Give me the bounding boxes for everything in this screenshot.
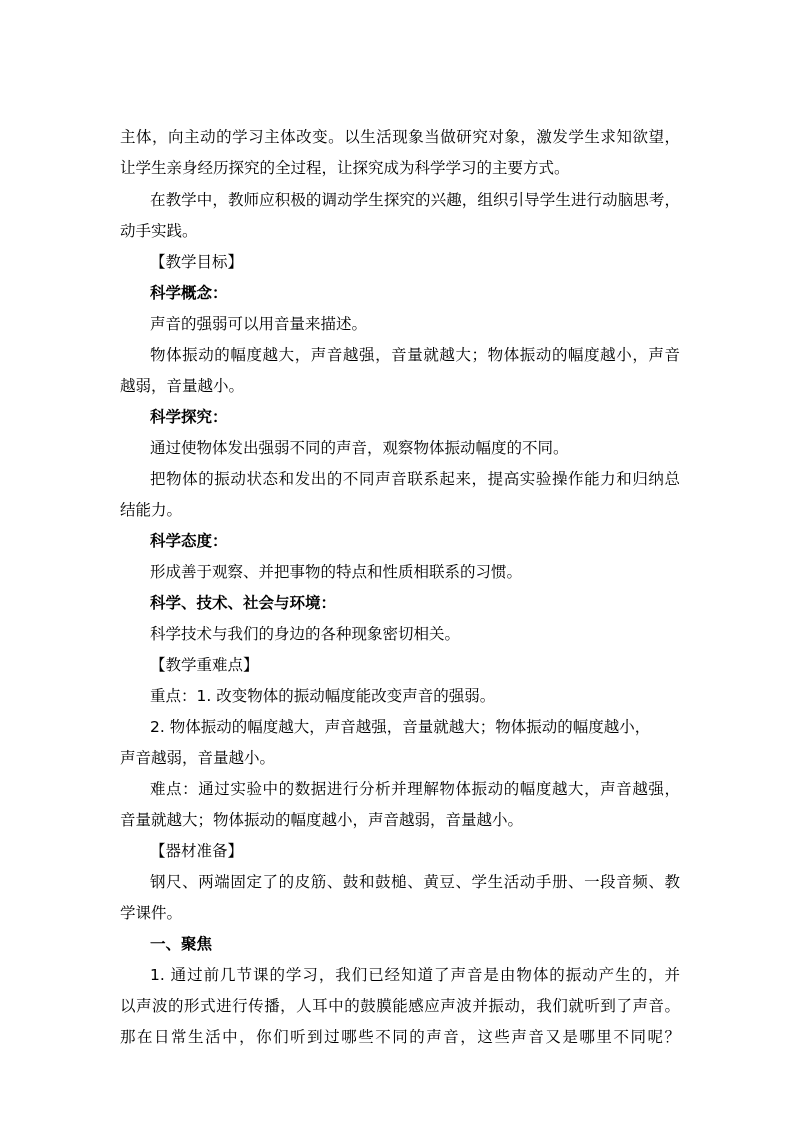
materials-line-2: 学课件。 xyxy=(120,904,183,922)
concept-paragraph-2-line-1: 物体振动的幅度越大，声音越强，音量就越大；物体振动的幅度越小，声音 xyxy=(150,346,680,364)
intro-line-3: 在教学中，教师应积极的调动学生探究的兴趣，组织引导学生进行动脑思考， xyxy=(150,191,680,209)
difficulty-line-1: 难点：通过实验中的数据进行分析并理解物体振动的幅度越大，声音越强， xyxy=(150,780,680,798)
inquiry-paragraph-1: 通过使物体发出强弱不同的声音，观察物体振动幅度的不同。 xyxy=(150,439,569,457)
materials-line-1: 钢尺、两端固定了的皮筋、鼓和鼓槌、黄豆、学生活动手册、一段音频、教 xyxy=(150,873,680,891)
intro-line-2: 让学生亲身经历探究的全过程，让探究成为科学学习的主要方式。 xyxy=(120,159,570,177)
focus-heading: 一、聚焦 xyxy=(150,935,213,953)
attitude-title: 科学态度： xyxy=(150,532,228,550)
keypoints-heading: 【教学重难点】 xyxy=(150,656,259,674)
key-point-2-line-1: 2. 物体振动的幅度越大，声音越强，音量就越大；物体振动的幅度越小， xyxy=(150,718,651,736)
sts-paragraph-1: 科学技术与我们的身边的各种现象密切相关。 xyxy=(150,625,461,643)
sts-title: 科学、技术、社会与环境： xyxy=(150,594,337,612)
inquiry-title: 科学探究： xyxy=(150,408,228,426)
attitude-paragraph-1: 形成善于观察、并把事物的特点和性质相联系的习惯。 xyxy=(150,563,523,581)
focus-line-1: 1. 通过前几节课的学习，我们已经知道了声音是由物体的振动产生的，并 xyxy=(150,966,680,984)
key-point-2-line-2: 声音越弱，音量越小。 xyxy=(120,749,276,767)
focus-line-2: 以声波的形式进行传播，人耳中的鼓膜能感应声波并振动，我们就听到了声音。 xyxy=(120,997,680,1015)
intro-line-1: 主体，向主动的学习主体改变。以生活现象当做研究对象，激发学生求知欲望， xyxy=(120,128,680,146)
intro-line-4: 动手实践。 xyxy=(120,222,198,240)
focus-line-3: 那在日常生活中，你们听到过哪些不同的声音，这些声音又是哪里不同呢？ xyxy=(120,1028,680,1046)
materials-heading: 【器材准备】 xyxy=(150,842,244,860)
inquiry-paragraph-2-line-1: 把物体的振动状态和发出的不同声音联系起来，提高实验操作能力和归纳总 xyxy=(150,470,680,488)
concept-paragraph-1: 声音的强弱可以用音量来描述。 xyxy=(150,315,368,333)
concept-title: 科学概念： xyxy=(150,284,228,302)
difficulty-line-2: 音量就越大；物体振动的幅度越小，声音越弱，音量越小。 xyxy=(120,811,524,829)
key-point-1: 重点：1. 改变物体的振动幅度能改变声音的强弱。 xyxy=(150,687,496,705)
objectives-heading: 【教学目标】 xyxy=(150,253,244,271)
concept-paragraph-2-line-2: 越弱，音量越小。 xyxy=(120,377,245,395)
inquiry-paragraph-2-line-2: 结能力。 xyxy=(120,501,183,519)
